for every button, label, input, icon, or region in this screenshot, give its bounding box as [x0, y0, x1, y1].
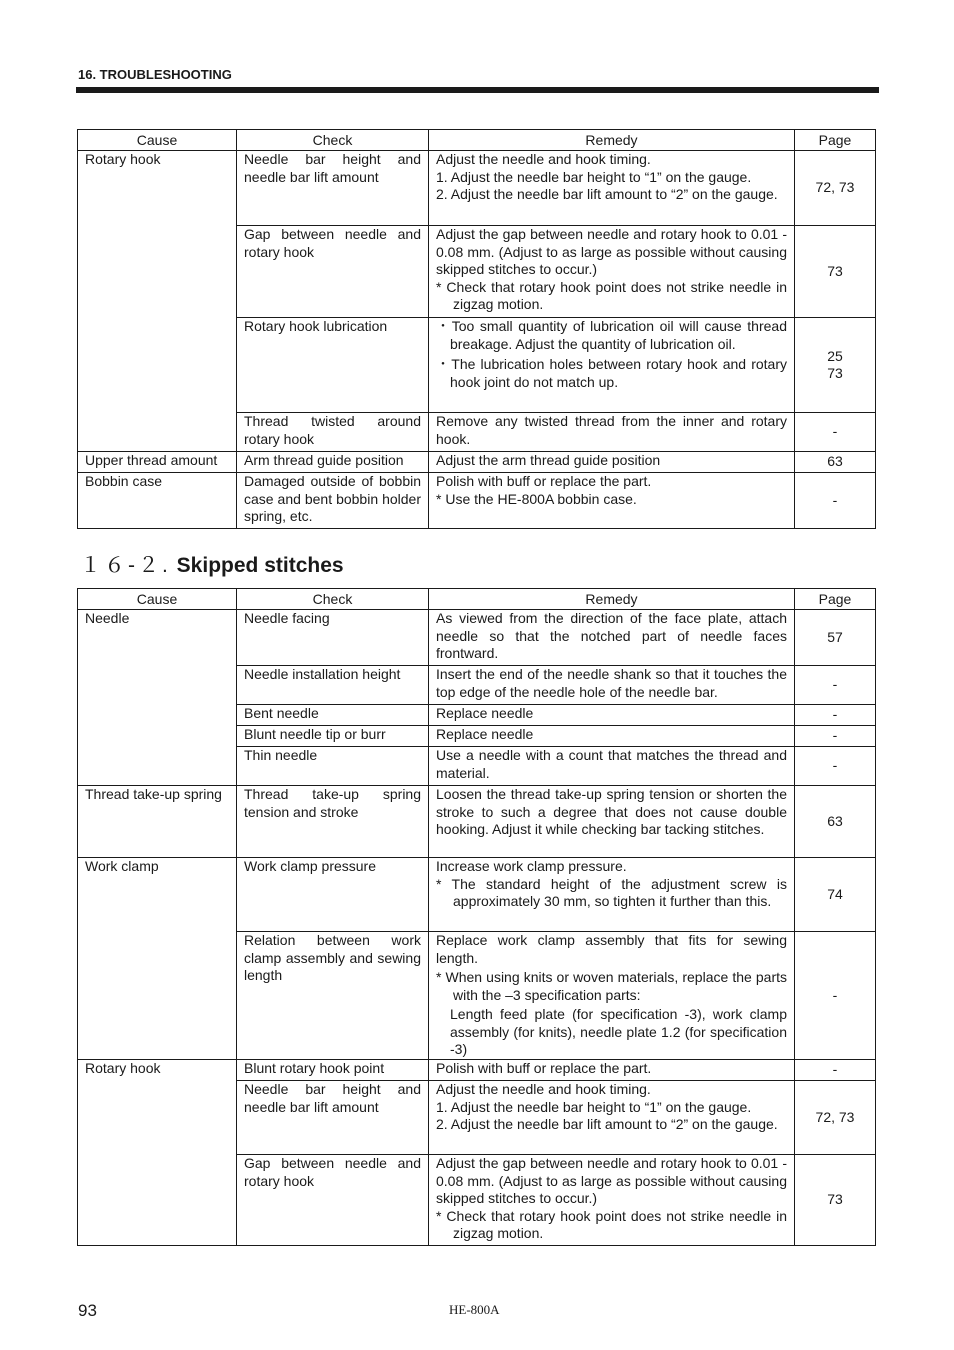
check-cell: Needle bar height and needle bar lift amount — [237, 151, 429, 226]
remedy-cell — [429, 151, 795, 226]
troubleshooting-table-2 — [77, 588, 876, 1246]
remedy-bullet: ・The lubrication holes between rotary hook and rotary hook joint do not match up. — [436, 356, 787, 390]
cause-cell: Needle — [78, 610, 237, 786]
page-cell: 63 — [795, 452, 876, 473]
remedy-note: * Use the HE-800A bobbin case. — [436, 490, 637, 507]
cause-cell: Thread take-up spring — [78, 786, 237, 858]
check-cell: Blunt needle tip or burr — [237, 726, 429, 747]
page-cell: 74 — [795, 858, 876, 932]
check-cell: Thread take-up spring tension and stroke — [237, 786, 429, 858]
remedy-step: 2. Adjust the needle bar lift amount to “2” on the gauge. — [436, 1116, 778, 1132]
page-ref: 73 — [827, 365, 843, 381]
remedy-cell — [429, 1155, 795, 1246]
remedy-cell: Replace needle — [429, 705, 795, 726]
column-header-cause: Cause — [78, 589, 237, 610]
remedy-cell: Replace needle — [429, 726, 795, 747]
page-cell: 73 — [795, 1155, 876, 1246]
remedy-cell: Remove any twisted thread from the inner and rotary hook. — [429, 413, 795, 452]
remedy-note: * The standard height of the adjustment screw is approximately 30 mm, so tighten it further than this. — [436, 875, 787, 909]
remedy-detail: Length feed plate (for specification -3), work clamp assembly (for knits), needle plate 1.2 (for specification -3) — [450, 1006, 787, 1057]
remedy-cell: Insert the end of the needle shank so that it touches the top edge of the needle hole of the needle bar. — [429, 666, 795, 705]
section-number: １６-２. — [80, 554, 171, 577]
check-cell: Gap between needle and rotary hook — [237, 1155, 429, 1246]
cause-cell: Upper thread amount — [78, 452, 237, 473]
column-header-remedy: Remedy — [429, 589, 795, 610]
remedy-cell — [429, 318, 795, 413]
page-cell — [795, 318, 876, 413]
page-cell: - — [795, 705, 876, 726]
page-ref: 25 — [827, 347, 843, 364]
remedy-line: Increase work clamp pressure. — [436, 858, 627, 874]
page-cell: 72, 73 — [795, 1081, 876, 1155]
page-cell: - — [795, 473, 876, 529]
column-header-page: Page — [795, 130, 876, 151]
table-row — [78, 858, 876, 932]
check-cell: Needle installation height — [237, 666, 429, 705]
check-cell: Work clamp pressure — [237, 858, 429, 932]
remedy-line: Adjust the needle and hook timing. — [436, 1081, 651, 1097]
remedy-step: 2. Adjust the needle bar lift amount to “2” on the gauge. — [436, 186, 778, 202]
table-row — [78, 473, 876, 529]
page-cell: 73 — [795, 226, 876, 318]
column-header-cause: Cause — [78, 130, 237, 151]
table-row — [78, 610, 876, 666]
troubleshooting-table-1 — [77, 129, 876, 529]
check-cell: Relation between work clamp assembly and sewing length — [237, 932, 429, 1060]
section-title — [80, 549, 344, 579]
page-number: 93 — [78, 1301, 97, 1320]
remedy-cell — [429, 473, 795, 529]
model-name: HE-800A — [449, 1302, 500, 1317]
cause-cell: Bobbin case — [78, 473, 237, 529]
page-cell: - — [795, 726, 876, 747]
remedy-cell: Loosen the thread take-up spring tension or shorten the stroke to such a degree that does not cause double hooking. Adjust it while checking bar tacking stitches. — [429, 786, 795, 858]
column-header-check: Check — [237, 589, 429, 610]
remedy-cell — [429, 226, 795, 318]
remedy-note: * Check that rotary hook point does not strike needle in zigzag motion. — [436, 278, 787, 312]
check-cell: Thin needle — [237, 747, 429, 786]
remedy-cell — [429, 858, 795, 932]
page-cell: - — [795, 932, 876, 1060]
remedy-line: Adjust the gap between needle and rotary hook to 0.01 - 0.08 mm. (Adjust to as large as possible without causing skipped stitches to occur.) — [436, 1155, 787, 1206]
remedy-line: Polish with buff or replace the part. — [436, 473, 652, 489]
table-header-row — [78, 589, 876, 610]
remedy-cell — [429, 1081, 795, 1155]
page-cell: - — [795, 413, 876, 452]
cause-cell: Rotary hook — [78, 1060, 237, 1246]
remedy-step: 1. Adjust the needle bar height to “1” on the gauge. — [436, 168, 752, 185]
remedy-line: Replace work clamp assembly that fits for sewing length. — [436, 932, 787, 966]
check-cell: Gap between needle and rotary hook — [237, 226, 429, 318]
remedy-cell: Use a needle with a count that matches the thread and material. — [429, 747, 795, 786]
column-header-page: Page — [795, 589, 876, 610]
table-row — [78, 151, 876, 226]
remedy-cell — [429, 932, 795, 1060]
remedy-note: * When using knits or woven materials, replace the parts with the –3 specification parts: — [436, 969, 787, 1003]
page-cell: - — [795, 666, 876, 705]
cause-cell: Work clamp — [78, 858, 237, 1060]
page-cell: - — [795, 1060, 876, 1081]
page-cell: 57 — [795, 610, 876, 666]
table-row — [78, 452, 876, 473]
table-row — [78, 1060, 876, 1081]
page-cell: 72, 73 — [795, 151, 876, 226]
remedy-line: Adjust the gap between needle and rotary hook to 0.01 - 0.08 mm. (Adjust to as large as possible without causing skipped stitches to occur.) — [436, 226, 787, 277]
check-cell: Needle facing — [237, 610, 429, 666]
remedy-cell: Adjust the arm thread guide position — [429, 452, 795, 473]
remedy-cell: Polish with buff or replace the part. — [429, 1060, 795, 1081]
cause-cell: Rotary hook — [78, 151, 237, 452]
column-header-remedy: Remedy — [429, 130, 795, 151]
header-rule — [76, 87, 879, 93]
check-cell: Damaged outside of bobbin case and bent bobbin holder spring, etc. — [237, 473, 429, 529]
remedy-bullet: ・Too small quantity of lubrication oil will cause thread breakage. Adjust the quantity of lubrication oil. — [436, 318, 787, 352]
remedy-line: Adjust the needle and hook timing. — [436, 151, 651, 167]
page-cell: 63 — [795, 786, 876, 858]
check-cell: Blunt rotary hook point — [237, 1060, 429, 1081]
remedy-step: 1. Adjust the needle bar height to “1” on the gauge. — [436, 1098, 752, 1115]
check-cell: Thread twisted around rotary hook — [237, 413, 429, 452]
table-row — [78, 786, 876, 858]
remedy-note: * Check that rotary hook point does not strike needle in zigzag motion. — [436, 1207, 787, 1241]
check-cell: Needle bar height and needle bar lift amount — [237, 1081, 429, 1155]
section-title-text: Skipped stitches — [176, 554, 344, 577]
column-header-check: Check — [237, 130, 429, 151]
table-header-row — [78, 130, 876, 151]
check-cell: Rotary hook lubrication — [237, 318, 429, 413]
page-cell: - — [795, 747, 876, 786]
section-header: 16. TROUBLESHOOTING — [78, 67, 232, 82]
check-cell: Arm thread guide position — [237, 452, 429, 473]
remedy-cell: As viewed from the direction of the face plate, attach needle so that the notched part of needle faces frontward. — [429, 610, 795, 666]
check-cell: Bent needle — [237, 705, 429, 726]
